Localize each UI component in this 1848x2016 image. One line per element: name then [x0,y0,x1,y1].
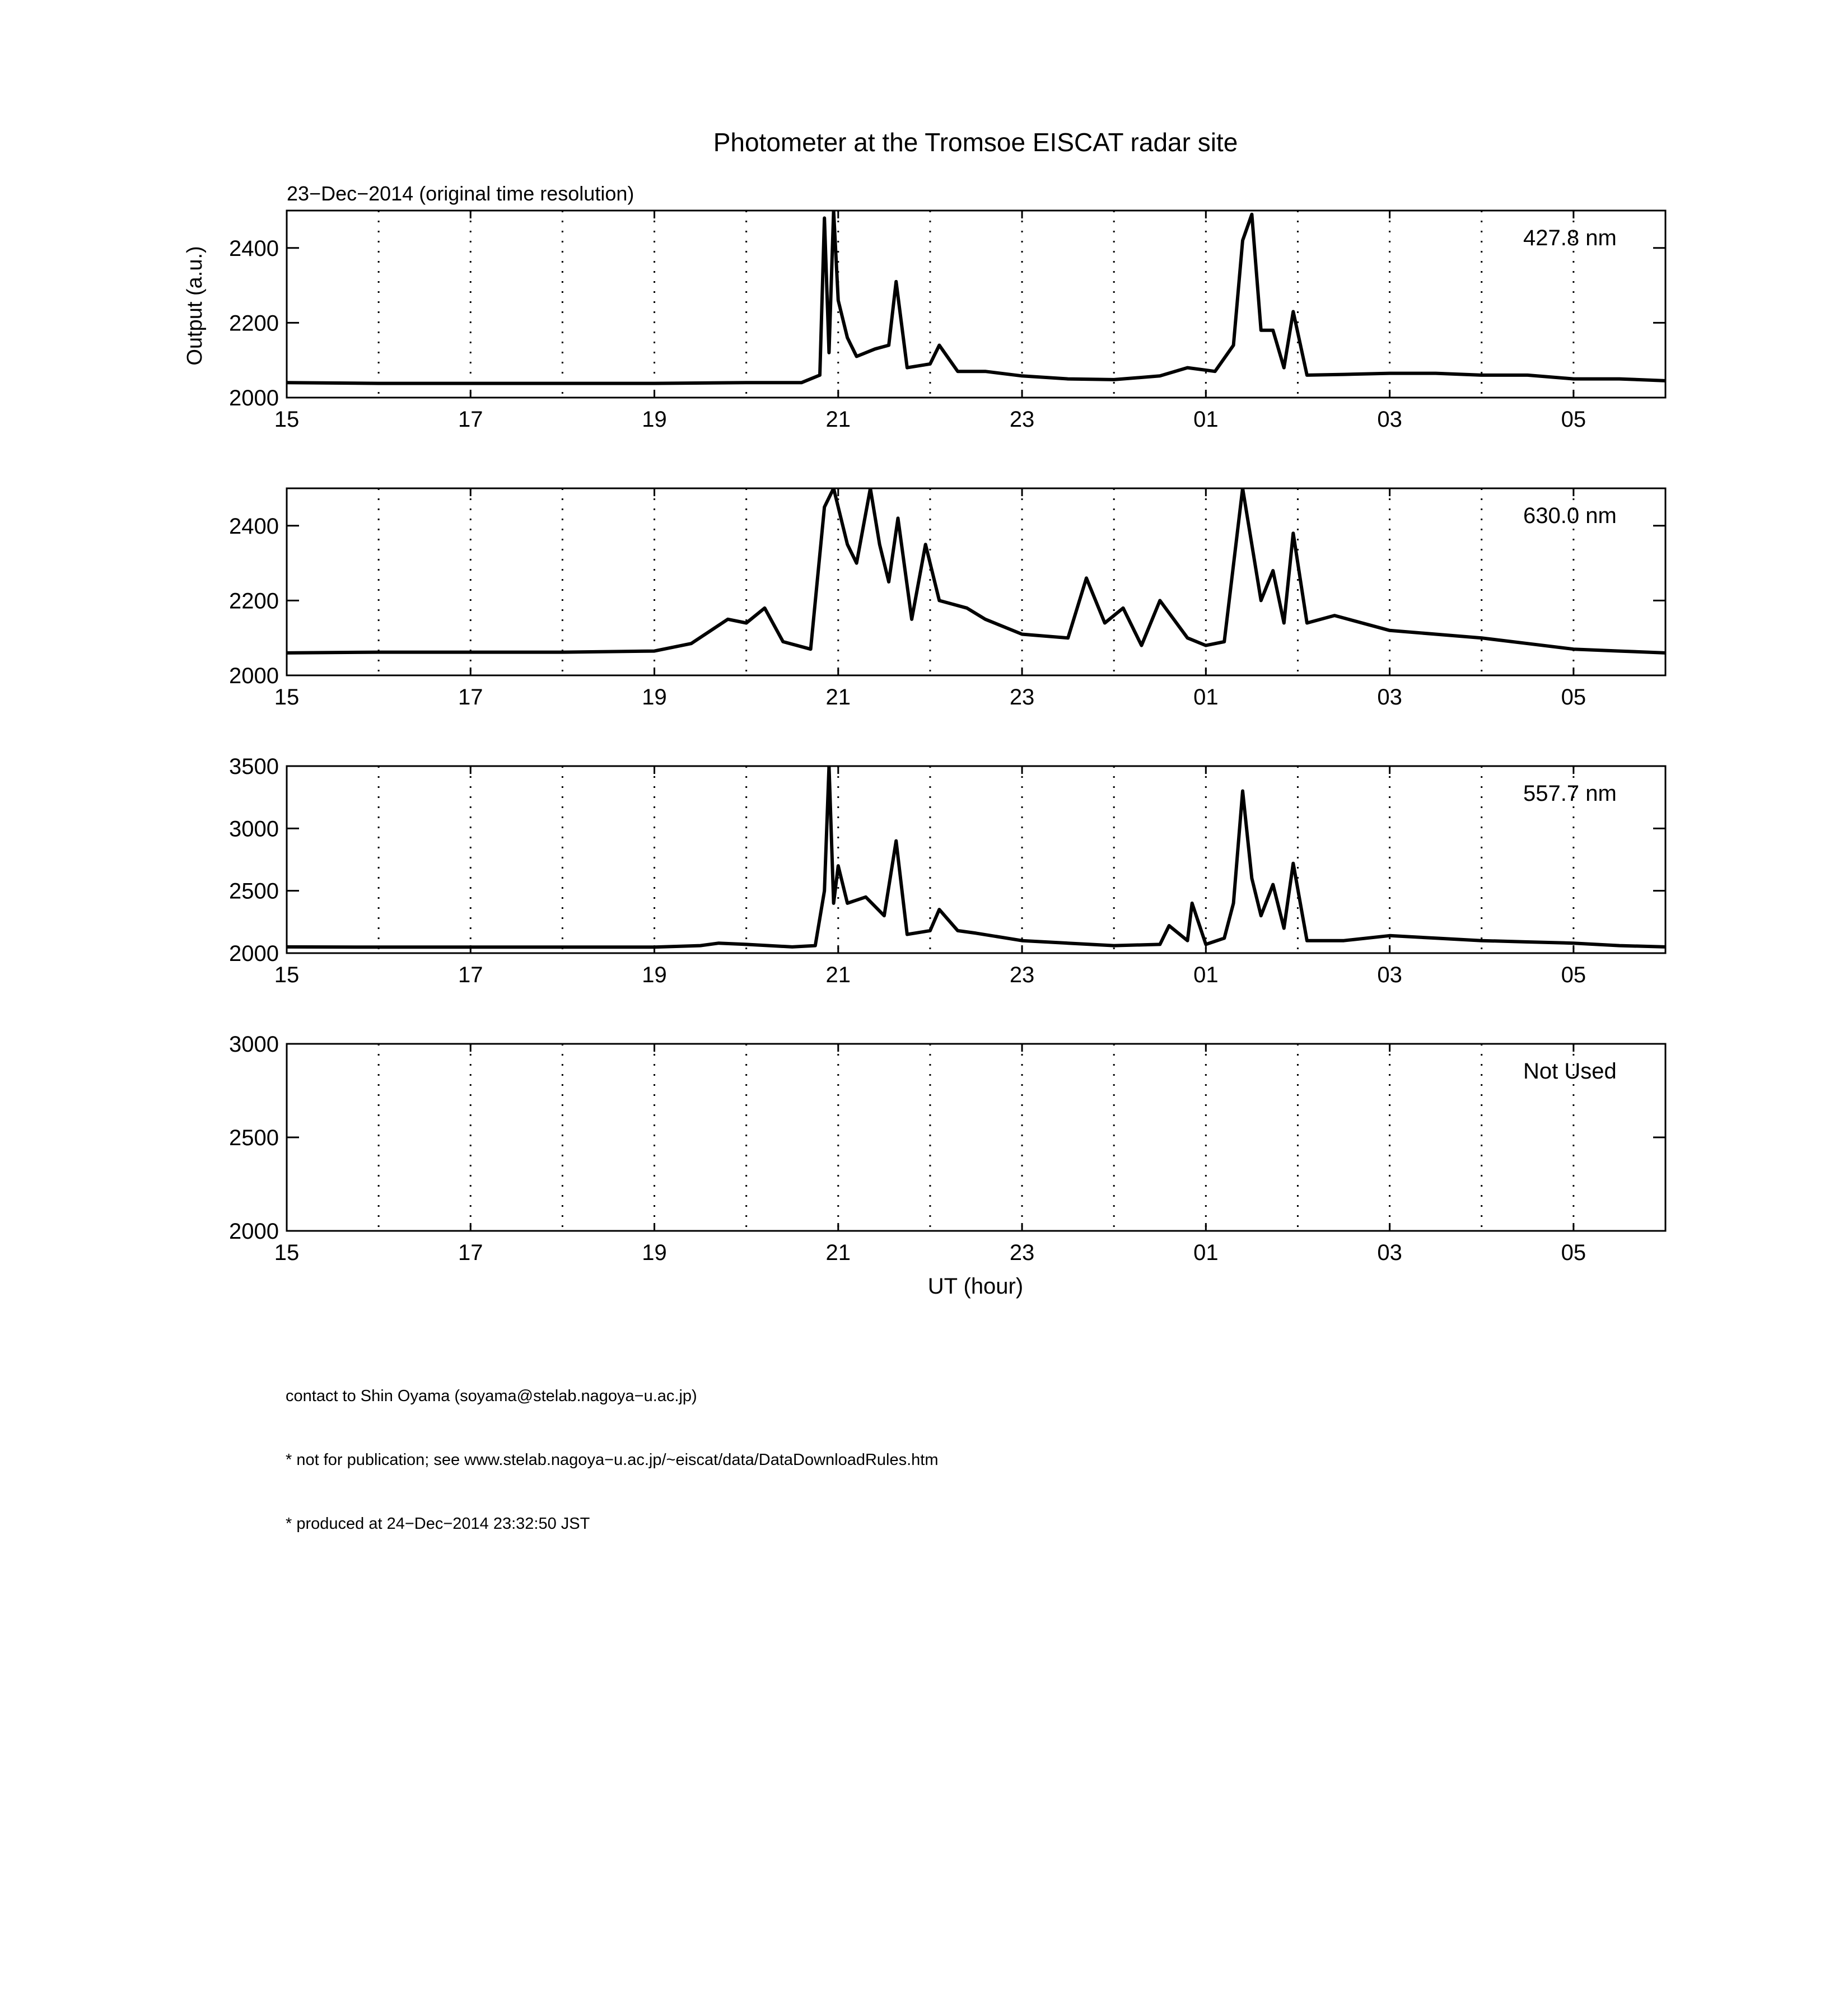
date-subtitle: 23−Dec−2014 (original time resolution) [287,182,634,205]
chart-panels [229,211,1665,1265]
y-tick-label: 2400 [229,236,279,261]
x-tick-label: 17 [458,963,483,987]
panel-label: Not Used [1523,1059,1617,1084]
x-tick-label: 23 [1009,1240,1035,1265]
x-tick-label: 23 [1009,685,1035,710]
x-tick-label: 21 [825,685,851,710]
data-series-line [287,211,1665,384]
y-tick-label: 2200 [229,311,279,336]
x-tick-label: 15 [274,685,300,710]
x-tick-label: 21 [825,1240,851,1265]
x-tick-label: 01 [1193,963,1219,987]
x-tick-label: 05 [1561,407,1586,432]
footer-produced-line: * produced at 24−Dec−2014 23:32:50 JST [286,1515,590,1533]
plot-frame [287,211,1665,398]
y-tick-label: 3000 [229,816,279,842]
x-tick-label: 19 [642,1240,667,1265]
footer-contact-line: contact to Shin Oyama (soyama@stelab.nagoya−u.ac.jp) [286,1387,697,1405]
y-axis-label: Output (a.u.) [183,246,207,366]
x-tick-label: 19 [642,407,667,432]
x-tick-label: 15 [274,407,300,432]
footer-notes [286,1343,939,1556]
panel-label: 427.8 nm [1523,226,1617,250]
x-tick-label: 15 [274,1240,300,1265]
x-tick-label: 05 [1561,1240,1586,1265]
chart-panel-2 [229,488,1665,710]
footer-publication-line: * not for publication; see www.stelab.nagoya−u.ac.jp/~eiscat/data/DataDownloadRules.htm [286,1451,939,1469]
panel-label: 630.0 nm [1523,503,1617,528]
x-tick-label: 21 [825,407,851,432]
x-tick-label: 17 [458,685,483,710]
y-tick-label: 2000 [229,941,279,966]
x-tick-label: 01 [1193,685,1219,710]
y-tick-label: 2000 [229,386,279,410]
x-tick-label: 23 [1009,963,1035,987]
x-tick-label: 17 [458,1240,483,1265]
x-tick-label: 17 [458,407,483,432]
plot-frame [287,1044,1665,1231]
y-tick-label: 2000 [229,1219,279,1244]
chart-panel-3 [229,754,1665,987]
y-tick-label: 2000 [229,664,279,688]
x-axis-label: UT (hour) [927,1274,1024,1299]
x-tick-label: 19 [642,685,667,710]
x-tick-label: 05 [1561,685,1586,710]
plot-frame [287,488,1665,675]
chart-panel-4 [229,1032,1665,1265]
chart-panel-1 [229,211,1665,432]
x-tick-label: 05 [1561,963,1586,987]
x-tick-label: 03 [1377,407,1402,432]
x-tick-label: 15 [274,963,300,987]
data-series-line [287,766,1665,947]
x-tick-label: 01 [1193,1240,1219,1265]
y-tick-label: 2500 [229,1126,279,1150]
x-tick-label: 03 [1377,963,1402,987]
y-tick-label: 3000 [229,1032,279,1057]
x-tick-label: 21 [825,963,851,987]
y-tick-label: 3500 [229,754,279,779]
x-tick-label: 03 [1377,1240,1402,1265]
y-tick-label: 2500 [229,879,279,904]
x-tick-label: 01 [1193,407,1219,432]
y-tick-label: 2400 [229,514,279,539]
x-tick-label: 19 [642,963,667,987]
data-series-line [287,488,1665,653]
y-tick-label: 2200 [229,589,279,614]
figure-title: Photometer at the Tromsoe EISCAT radar site [713,128,1238,157]
panel-label: 557.7 nm [1523,781,1617,806]
x-tick-label: 03 [1377,685,1402,710]
x-tick-label: 23 [1009,407,1035,432]
plot-frame [287,766,1665,953]
